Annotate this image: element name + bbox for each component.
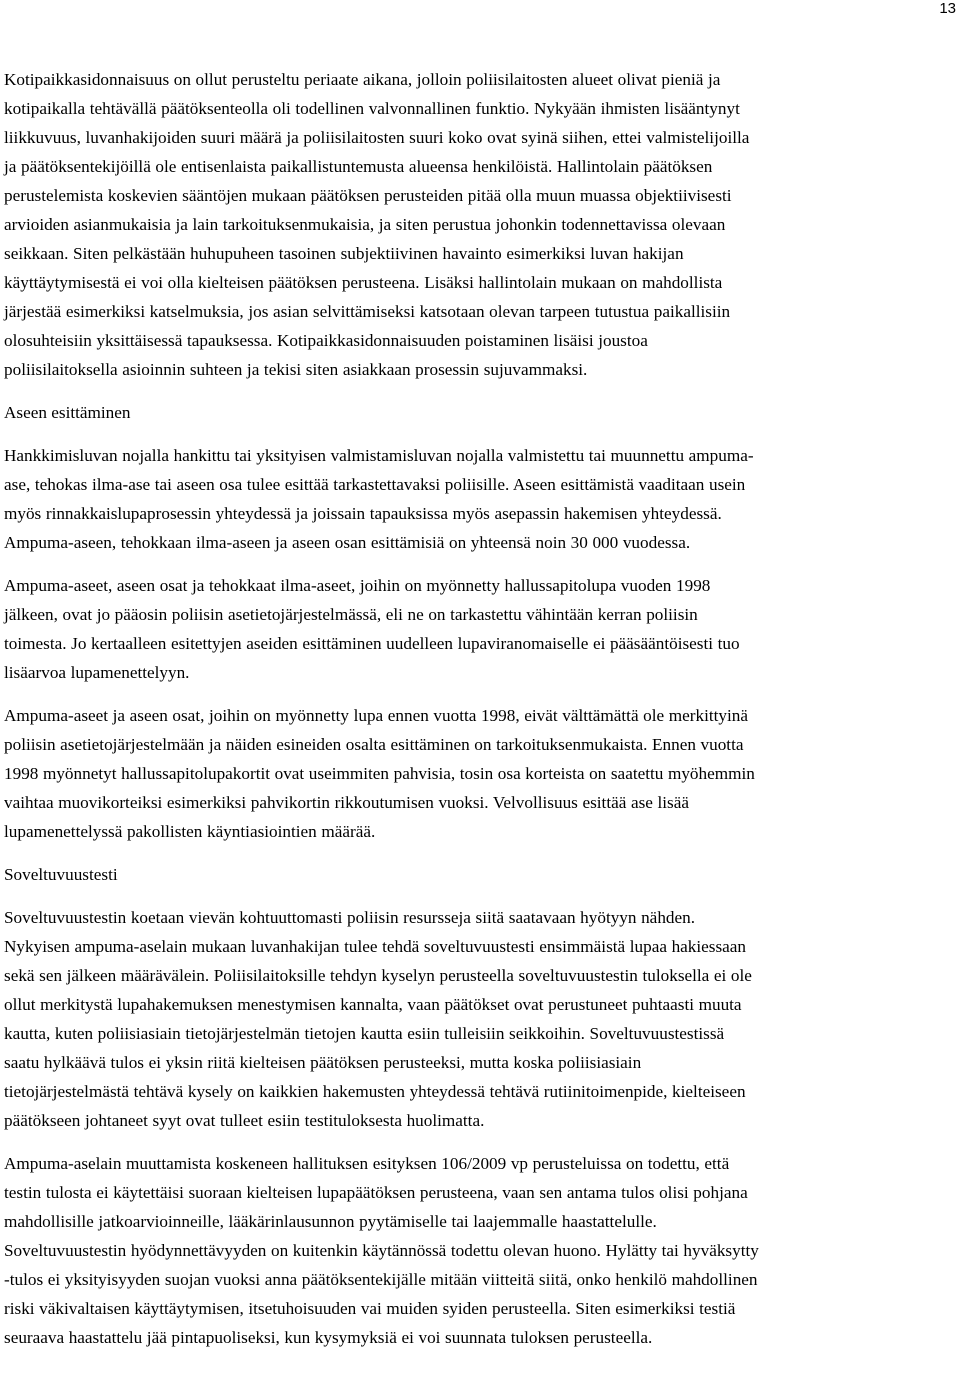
text-line: jälkeen, ovat jo pääosin poliisin asetietojärjestelmässä, eli ne on tarkastettu vähintään kerran poliisin xyxy=(4,605,698,624)
text-line: käyttäytymisestä ei voi olla kielteisen päätöksen perusteena. Lisäksi hallintolain mukaan on mahdollista xyxy=(4,273,723,292)
text-line: arvioiden asianmukaisia ja lain tarkoituksenmukaisia, ja siten perustua johonkin todennettavissa olevaan xyxy=(4,215,726,234)
text-line: myös rinnakkaislupaprosessin yhteydessä ja joissain tapauksissa myös asepassin hakemisen yhteydessä. xyxy=(4,504,722,523)
text-line: sekä sen jälkeen määrävälein. Poliisilaitoksille tehdyn kyselyn perusteella soveltuvuustestin tuloksella ei ole xyxy=(4,966,752,985)
text-line: Ampuma-aselain muuttamista koskeneen hallituksen esityksen 106/2009 vp perusteluissa on todettu, että xyxy=(4,1154,730,1173)
text-line: lupamenettelyssä pakollisten käyntiasiointien määrää. xyxy=(4,822,376,841)
paragraph-soveltuvuustesti xyxy=(4,903,954,1135)
paragraph-kotipaikkasidonnaisuus xyxy=(4,65,954,384)
text-line: vaihtaa muovikorteiksi esimerkiksi pahvikortin rikkoutumisen vuoksi. Velvollisuus esittää ase lisää xyxy=(4,793,690,812)
text-line: poliisin asetietojärjestelmään ja näiden esineiden osalta esittäminen on tarkoituksenmukaista. Ennen vuotta xyxy=(4,735,744,754)
text-line: tietojärjestelmästä tehtävä kysely on kaikkien hakemusten yhteydessä tehtävä rutiinitoimenpide, kielteiseen xyxy=(4,1082,746,1101)
text-line: toimesta. Jo kertaalleen esitettyjen aseiden esittäminen uudelleen lupaviranomaiselle ei pääsääntöisesti tuo xyxy=(4,634,740,653)
text-line: perustelemista koskevien sääntöjen mukaan päätöksen perusteiden pitää olla muun muassa objektiivisesti xyxy=(4,186,732,205)
text-line: seuraava haastattelu jää pintapuoliseksi, kun kysymyksiä ei voi suunnata tuloksen perusteella. xyxy=(4,1328,653,1347)
text-line: saatu hylkäävä tulos ei yksin riitä kielteisen päätöksen perusteeksi, mutta koska poliisiasiain xyxy=(4,1053,642,1072)
text-line: Ampuma-aseet, aseen osat ja tehokkaat ilma-aseet, joihin on myönnetty hallussapitolupa vuoden 1998 xyxy=(4,576,711,595)
text-line: ollut merkitystä lupahakemuksen menestymisen kannalta, vaan päätökset ovat perustuneet puhtaasti muuta xyxy=(4,995,742,1014)
text-line: mahdollisille jatkoarvioinneille, lääkärinlausunnon pyytämiselle tai laajemmalle haastattelulle. xyxy=(4,1212,657,1231)
text-line: liikkuvuus, luvanhakijoiden suuri määrä ja poliisilaitosten suuri koko ovat syinä siihen, ettei valmistelijoilla xyxy=(4,128,750,147)
text-line: Ampuma-aseen, tehokkaan ilma-aseen ja aseen osan esittämisiä on yhteensä noin 30 000 vuodessa. xyxy=(4,533,691,552)
text-line: Hankkimisluvan nojalla hankittu tai yksityisen valmistamisluvan nojalla valmistettu tai muunnettu ampuma- xyxy=(4,446,754,465)
document-body xyxy=(4,65,954,1352)
page-number: 13 xyxy=(939,0,956,17)
text-line: Nykyisen ampuma-aselain mukaan luvanhakijan tulee tehdä soveltuvuustesti ensimmäistä lupaa hakiessaan xyxy=(4,937,747,956)
text-line: Ampuma-aseet ja aseen osat, joihin on myönnetty lupa ennen vuotta 1998, eivät välttämättä ole merkittyinä xyxy=(4,706,749,725)
section-heading-soveltuvuustesti: Soveltuvuustesti xyxy=(4,865,118,884)
text-line: -tulos ei yksityisyyden suojan vuoksi anna päätöksentekijälle mitään viitteitä siitä, onko henkilö mahdollinen xyxy=(4,1270,758,1289)
text-line: riski väkivaltaisen käyttäytymisen, itsetuhoisuuden vai muiden syiden perusteella. Siten esimerkiksi testiä xyxy=(4,1299,736,1318)
text-line: Kotipaikkasidonnaisuus on ollut perusteltu periaate aikana, jolloin poliisilaitosten alueet olivat pieniä ja xyxy=(4,70,721,89)
text-line: ja päätöksentekijöillä ole entisenlaista paikallistuntemusta alueensa henkilöistä. Hallintolain päätöksen xyxy=(4,157,713,176)
text-line: Soveltuvuustestin hyödynnettävyyden on kuitenkin käytännössä todettu olevan huono. Hylätty tai hyväksytty xyxy=(4,1241,759,1260)
paragraph-hallituksen-esitys xyxy=(4,1149,954,1352)
text-line: kotipaikalla tehtävällä päätöksenteolla oli todellinen valvonnallinen funktio. Nykyään ihmisten lisääntynyt xyxy=(4,99,740,118)
paragraph-ampuma-aseet-1998-jalkeen xyxy=(4,571,954,687)
text-line: Soveltuvuustestin koetaan vievän kohtuuttomasti poliisin resursseja siitä saatavaan hyötyyn nähden. xyxy=(4,908,696,927)
paragraph-aseen-esittaminen xyxy=(4,441,954,557)
text-line: poliisilaitoksella asioinnin suhteen ja tekisi siten asiakkaan prosessin sujuvammaksi. xyxy=(4,360,588,379)
text-line: 1998 myönnetyt hallussapitolupakortit ovat useimmiten pahvisia, tosin osa korteista on saatettu myöhemmin xyxy=(4,764,755,783)
text-line: järjestää esimerkiksi katselmuksia, jos asian selvittämiseksi katsotaan olevan tarpeen tutustua paikallisiin xyxy=(4,302,731,321)
text-line: testin tulosta ei käytettäisi suoraan kielteisen lupapäätöksen perusteena, vaan sen antama tulos olisi pohjana xyxy=(4,1183,748,1202)
text-line: ase, tehokas ilma-ase tai aseen osa tulee esittää tarkastettavaksi poliisille. Aseen esittämistä vaaditaan usein xyxy=(4,475,746,494)
text-line: kautta, kuten poliisiasiain tietojärjestelmän tietojen kautta esiin tulleisiin seikkoihin. Soveltuvuustestissä xyxy=(4,1024,725,1043)
section-heading-aseen-esittaminen: Aseen esittäminen xyxy=(4,403,131,422)
text-line: päätökseen johtaneet syyt ovat tulleet esiin testituloksesta huolimatta. xyxy=(4,1111,485,1130)
text-line: lisäarvoa lupamenettelyyn. xyxy=(4,663,190,682)
text-line: seikkaan. Siten pelkästään huhupuheen tasoinen subjektiivinen havainto esimerkiksi luvan hakijan xyxy=(4,244,684,263)
paragraph-ampuma-aseet-ennen-1998 xyxy=(4,701,954,846)
text-line: olosuhteisiin yksittäisessä tapauksessa. Kotipaikkasidonnaisuuden poistaminen lisäisi joustoa xyxy=(4,331,648,350)
